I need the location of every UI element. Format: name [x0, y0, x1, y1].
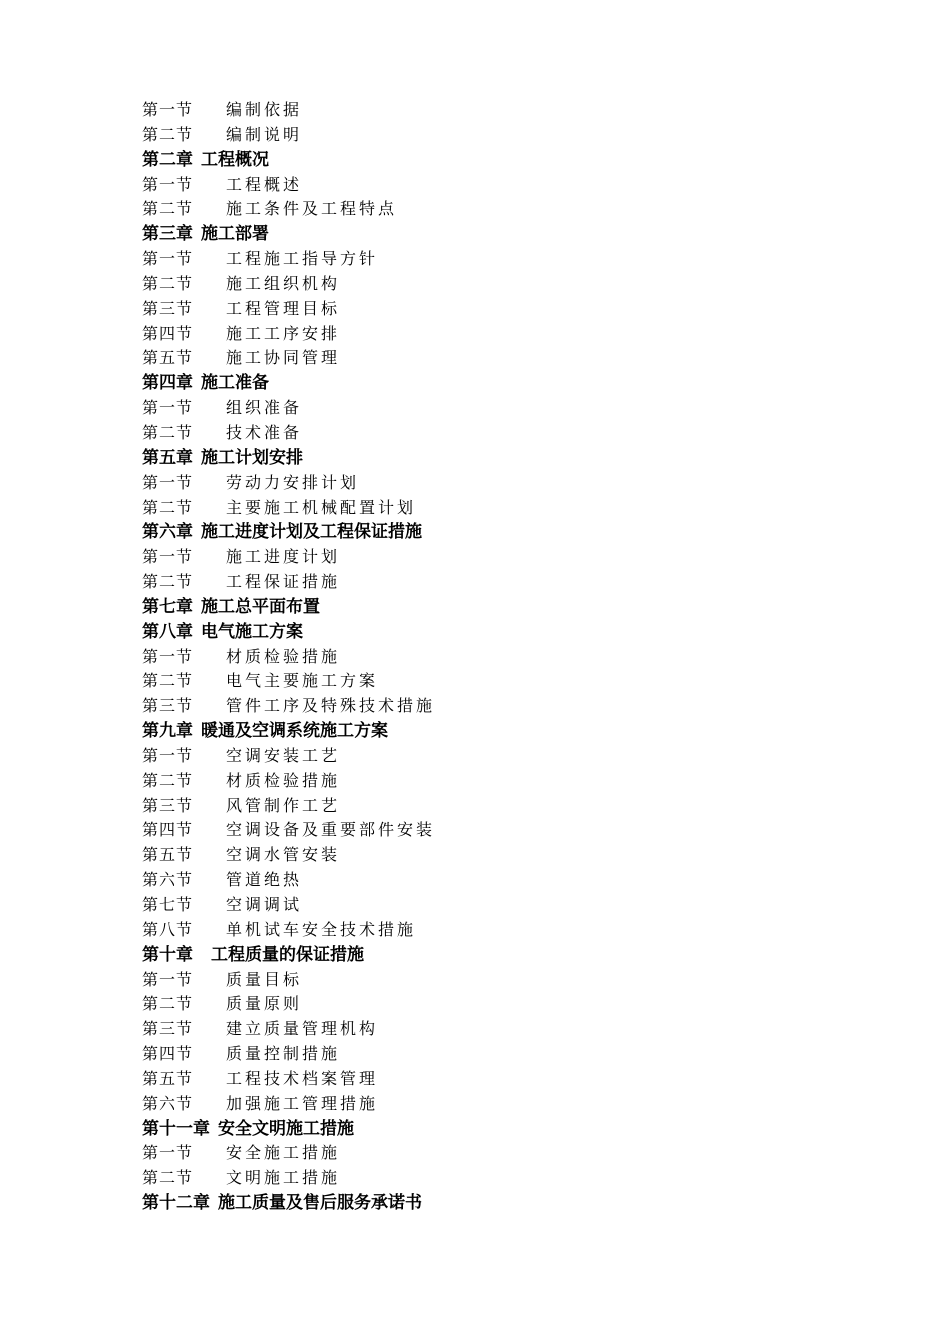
section-title: 施工进度计划: [226, 547, 341, 567]
section-title: 质量目标: [226, 969, 303, 989]
section-number: 第二节: [142, 1168, 194, 1188]
chapter-title: 暖通及空调系统施工方案: [201, 721, 388, 742]
section-number: 第三节: [142, 298, 194, 318]
section-title: 文明施工措施: [226, 1168, 341, 1188]
section-title: 材质检验措施: [226, 770, 341, 790]
chapter-title: 施工部署: [201, 224, 269, 245]
section-title: 施工协同管理: [226, 348, 341, 368]
section-title: 空调安装工艺: [226, 745, 341, 765]
toc-section-entry: [142, 570, 842, 595]
section-title: 安全施工措施: [226, 1143, 341, 1163]
chapter-title: 电气施工方案: [201, 621, 303, 642]
toc-section-entry: [142, 396, 842, 421]
section-title: 管道绝热: [226, 870, 303, 890]
toc-section-entry: [142, 968, 842, 993]
section-number: 第二节: [142, 572, 194, 592]
section-title: 风管制作工艺: [226, 795, 341, 815]
toc-section-entry: [142, 818, 842, 843]
toc-section-entry: [142, 794, 842, 819]
toc-section-entry: [142, 918, 842, 943]
section-title: 劳动力安排计划: [226, 472, 360, 492]
toc-section-entry: [142, 98, 842, 123]
chapter-number: 第六章: [142, 522, 193, 543]
section-title: 质量控制措施: [226, 1044, 341, 1064]
section-title: 施工条件及工程特点: [226, 199, 398, 219]
toc-section-entry: [142, 1017, 842, 1042]
chapter-number: 第七章: [142, 596, 193, 617]
section-number: 第一节: [142, 745, 194, 765]
toc-chapter-heading: [142, 148, 842, 173]
chapter-title: 安全文明施工措施: [218, 1118, 354, 1139]
section-title: 工程技术档案管理: [226, 1068, 379, 1088]
section-title: 材质检验措施: [226, 646, 341, 666]
table-of-contents: [142, 98, 842, 1216]
section-number: 第五节: [142, 348, 194, 368]
toc-section-entry: [142, 421, 842, 446]
section-title: 建立质量管理机构: [226, 1019, 379, 1039]
section-title: 空调设备及重要部件安装: [226, 820, 436, 840]
chapter-number: 第八章: [142, 621, 193, 642]
toc-section-entry: [142, 868, 842, 893]
toc-chapter-heading: [142, 719, 842, 744]
toc-section-entry: [142, 1067, 842, 1092]
chapter-number: 第五章: [142, 447, 193, 468]
section-number: 第三节: [142, 1019, 194, 1039]
toc-section-entry: [142, 297, 842, 322]
section-number: 第二节: [142, 422, 194, 442]
toc-chapter-heading: [142, 371, 842, 396]
section-title: 单机试车安全技术措施: [226, 919, 417, 939]
toc-section-entry: [142, 247, 842, 272]
chapter-number: 第二章: [142, 149, 193, 170]
toc-chapter-heading: [142, 1191, 842, 1216]
section-number: 第六节: [142, 1093, 194, 1113]
section-number: 第二节: [142, 994, 194, 1014]
chapter-title: 工程概况: [201, 149, 269, 170]
toc-section-entry: [142, 496, 842, 521]
section-title: 空调水管安装: [226, 845, 341, 865]
chapter-title: 工程质量的保证措施: [211, 944, 364, 965]
section-title: 施工工序安排: [226, 323, 341, 343]
toc-section-entry: [142, 197, 842, 222]
section-title: 管件工序及特殊技术措施: [226, 696, 436, 716]
section-number: 第四节: [142, 820, 194, 840]
toc-chapter-heading: [142, 446, 842, 471]
chapter-number: 第九章: [142, 721, 193, 742]
toc-chapter-heading: [142, 943, 842, 968]
toc-section-entry: [142, 123, 842, 148]
toc-section-entry: [142, 471, 842, 496]
section-title: 电气主要施工方案: [226, 671, 379, 691]
toc-section-entry: [142, 173, 842, 198]
toc-section-entry: [142, 1092, 842, 1117]
section-number: 第一节: [142, 969, 194, 989]
toc-section-entry: [142, 669, 842, 694]
section-number: 第一节: [142, 100, 194, 119]
section-number: 第一节: [142, 174, 194, 194]
chapter-title: 施工质量及售后服务承诺书: [218, 1193, 422, 1214]
section-number: 第八节: [142, 919, 194, 939]
section-number: 第四节: [142, 323, 194, 343]
section-number: 第二节: [142, 199, 194, 219]
toc-section-entry: [142, 272, 842, 297]
chapter-number: 第十一章: [142, 1118, 210, 1139]
toc-chapter-heading: [142, 1117, 842, 1142]
toc-section-entry: [142, 1166, 842, 1191]
section-number: 第二节: [142, 124, 194, 144]
section-title: 质量原则: [226, 994, 303, 1014]
toc-section-entry: [142, 322, 842, 347]
chapter-title: 施工准备: [201, 373, 269, 394]
section-number: 第一节: [142, 1143, 194, 1163]
section-number: 第二节: [142, 273, 194, 293]
section-number: 第四节: [142, 1044, 194, 1064]
section-number: 第七节: [142, 895, 194, 914]
section-title: 空调调试: [226, 895, 303, 914]
section-number: 第二节: [142, 671, 194, 691]
toc-chapter-heading: [142, 595, 842, 620]
section-title: 主要施工机械配置计划: [226, 497, 417, 517]
section-title: 编制说明: [226, 124, 303, 144]
toc-section-entry: [142, 769, 842, 794]
chapter-number: 第四章: [142, 373, 193, 394]
section-number: 第三节: [142, 795, 194, 815]
toc-section-entry: [142, 1042, 842, 1067]
chapter-title: 施工进度计划及工程保证措施: [201, 522, 422, 543]
section-number: 第五节: [142, 1068, 194, 1088]
chapter-number: 第三章: [142, 224, 193, 245]
toc-section-entry: [142, 1141, 842, 1166]
toc-section-entry: [142, 645, 842, 670]
toc-section-entry: [142, 893, 842, 918]
chapter-number: 第十二章: [142, 1193, 210, 1214]
section-number: 第一节: [142, 249, 194, 269]
toc-section-entry: [142, 694, 842, 719]
section-number: 第一节: [142, 398, 194, 418]
section-number: 第二节: [142, 770, 194, 790]
section-title: 加强施工管理措施: [226, 1093, 379, 1113]
section-number: 第一节: [142, 547, 194, 567]
section-title: 工程保证措施: [226, 572, 341, 592]
toc-chapter-heading: [142, 222, 842, 247]
section-title: 工程概述: [226, 174, 303, 194]
section-number: 第五节: [142, 845, 194, 865]
section-number: 第三节: [142, 696, 194, 716]
toc-chapter-heading: [142, 620, 842, 645]
toc-section-entry: [142, 843, 842, 868]
toc-section-entry: [142, 992, 842, 1017]
toc-chapter-heading: [142, 520, 842, 545]
section-title: 工程管理目标: [226, 298, 341, 318]
section-title: 组织准备: [226, 398, 303, 418]
toc-section-entry: [142, 545, 842, 570]
section-number: 第一节: [142, 646, 194, 666]
section-number: 第二节: [142, 497, 194, 517]
chapter-number: 第十章: [142, 944, 193, 965]
chapter-title: 施工计划安排: [201, 447, 303, 468]
section-number: 第六节: [142, 870, 194, 890]
toc-section-entry: [142, 744, 842, 769]
section-title: 技术准备: [226, 422, 303, 442]
section-number: 第一节: [142, 472, 194, 492]
section-title: 工程施工指导方针: [226, 249, 379, 269]
section-title: 编制依据: [226, 100, 303, 119]
chapter-title: 施工总平面布置: [201, 596, 320, 617]
section-title: 施工组织机构: [226, 273, 341, 293]
toc-section-entry: [142, 346, 842, 371]
